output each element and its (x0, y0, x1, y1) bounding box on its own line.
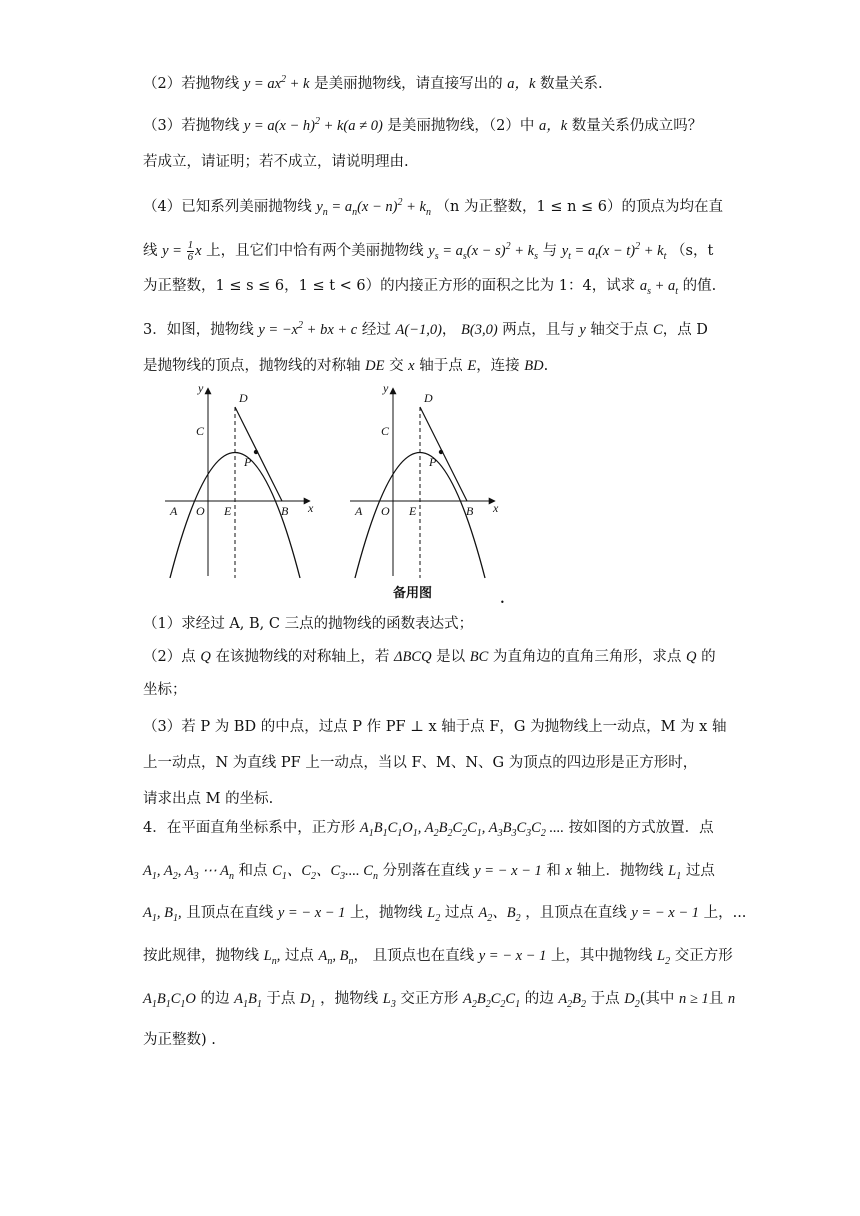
figure-caption: 备用图 (393, 586, 433, 601)
point-d1: $D_1$ (300, 991, 316, 1010)
q4-line2: $A_1$, $A_2$, $A_3$ ⋯ $A_n$ 和点 $C_1$、$C_2$、$C_3$.... $C_n$ 分别落在直线 y = − x − 1 和 x 轴上．抛物线 $L_1$ 过点 (143, 863, 715, 882)
label-q: Q (200, 649, 211, 665)
part-4-line2: 线 y = $\frac{1}{6}$ x 上，且它们中恰有两个美丽抛物线 $y_s = a_s(x - s)^2 + k_s$ 与 $y_t = a_t(x - t)^2 + k_t$ （s，t (143, 239, 714, 263)
formula-q3-parabola: $y = -x^2$ + bx + c (258, 320, 358, 338)
figure-backup (350, 381, 499, 578)
square-a1b1c1o: $A_1B_1C_1O$ (143, 991, 196, 1010)
part-3-line: （3）若抛物线 $y = a(x - h)^2 + k(a \ne 0)$ 是美丽抛物线，（2）中 a，k 数量关系仍成立吗？ (143, 116, 703, 134)
formula-series-parabola: $y_n = a_n(x - n)^2 + k_n$ (316, 197, 431, 218)
label-bc: BC (469, 649, 489, 665)
edge-a1b1: $A_1B_1$ (234, 991, 262, 1010)
label-ln: $L_n$, (263, 948, 281, 967)
q3-sub3-line1: （3）若 P 为 BD 的中点，过点 P 作 PF ⊥ x 轴于点 F，G 为抛物线上一动点，M 为 x 轴 (143, 719, 727, 735)
part-3-line2: 若成立，请证明；若不成立，请说明理由. (143, 154, 409, 170)
line-eq-1: y = − x − 1 (474, 863, 542, 879)
label-b-2: B (466, 504, 474, 518)
label-y: y (198, 381, 204, 395)
parabola-figures (160, 378, 520, 583)
formula-as-at: $a_s + a_t$ (639, 278, 679, 297)
label-q-2: Q (686, 649, 697, 665)
label-d: D (239, 391, 248, 405)
q4-line4: 按此规律，抛物线 $L_n$, 过点 $A_n$, $B_n$， 且顶点也在直线 y = − x − 1 上，其中抛物线 $L_2$ 交正方形 (143, 948, 733, 967)
label-e-2: E (409, 504, 417, 518)
formula-parabola-ax2k: $y = ax^2 + k$ (243, 74, 310, 92)
label-c: C (196, 424, 205, 438)
line-eq-3: y = − x − 1 (631, 905, 699, 921)
label-b: B (281, 504, 289, 518)
label-a: A (170, 504, 178, 518)
point-p (254, 450, 258, 454)
figure-main (165, 381, 314, 578)
points-c-list: $C_1$、$C_2$、$C_3$.... $C_n$ (272, 863, 378, 882)
label-p: P (244, 455, 252, 469)
q4-line6: 为正整数) . (143, 1032, 216, 1048)
square-a2b2c2c1: $A_2B_2C_2C_1$ (463, 991, 521, 1010)
label-c-2: C (381, 424, 390, 438)
label-a-2: A (355, 504, 363, 518)
label-y-2: y (383, 381, 389, 395)
formula-ys: $y_s = a_s(x - s)^2 + k_s$ (428, 241, 538, 262)
formula-line-x6: y = $\frac{1}{6}$ x (162, 239, 202, 263)
label-d-2: D (424, 391, 433, 405)
part-4-line1: （4）已知系列美丽抛物线 $y_n = a_n(x - n)^2 + k_n$ （n 为正整数，1 ≤ n ≤ 6）的顶点为均在直 (143, 197, 724, 218)
point-d2: $D_2$ (624, 991, 640, 1010)
label-l2: $L_2$ (427, 905, 441, 924)
label-n: n (727, 991, 736, 1007)
q4-line1: 4．在平面直角坐标系中，正方形 $A_1B_1C_1O_1$, $A_2B_2C_2C_1$, $A_3B_3C_3C_2$ .... 按如图的方式放置．点 (143, 820, 714, 839)
label-x-2: x (493, 501, 499, 515)
q3-sub2-line2: 坐标； (143, 682, 187, 698)
q3-sub1: （1）求经过 A, B, C 三点的抛物线的函数表达式； (143, 616, 474, 632)
part-2-line: （2）若抛物线 $y = ax^2 + k$ 是美丽抛物线，请直接写出的 a，k 数量关系. (143, 74, 603, 92)
label-x: x (308, 501, 314, 515)
q3-sub3-line3: 请求出点 M 的坐标. (143, 791, 274, 807)
formula-parabola-vertex: $y = a(x - h)^2 + k(a \ne 0)$ (243, 116, 383, 134)
q3-line2: 是抛物线的顶点，抛物线的对称轴 DE 交 x 轴于点 E，连接 BD. (143, 358, 549, 374)
q3-sub3-line2: 上一动点，N 为直线 PF 上一动点，当以 F、M、N、G 为顶点的四边形是正方形时， (143, 755, 698, 771)
line-eq-4: y = − x − 1 (478, 948, 547, 964)
label-o-2: O (381, 504, 390, 518)
q3-sub2-line1: （2）点 Q 在该抛物线的对称轴上，若 ΔBCQ 是以 BC 为直角边的直角三角形，求点 Q 的 (143, 649, 716, 665)
label-x-axis: x (565, 863, 572, 879)
part-4-line3: 为正整数，1 ≤ s ≤ 6，1 ≤ t < 6）的内接正方形的面积之比为 1：4，试求 $a_s + a_t$ 的值. (143, 278, 717, 297)
stray-mark: • (500, 598, 505, 607)
points-a2b2: $A_2$、$B_2$ (478, 905, 521, 924)
q3-line1: 3．如图，抛物线 $y = -x^2$ + bx + c 经过 A(−1,0)， B(3,0) 两点，且与 y 轴交于点 C，点 D (143, 320, 708, 338)
points-a-list: $A_1$, $A_2$, $A_3$ ⋯ $A_n$ (143, 863, 234, 882)
label-o: O (196, 504, 205, 518)
label-e: E (224, 504, 232, 518)
label-l1: $L_1$ (668, 863, 682, 882)
line-eq-2: y = − x − 1 (277, 905, 346, 921)
formula-yt: $y_t = a_t(x - t)^2 + k_t$ (561, 241, 667, 262)
points-anbn: $A_n$, $B_n$ (318, 948, 354, 967)
label-l3: $L_3$ (382, 991, 396, 1010)
q4-line3: $A_1$, $B_1$, 且顶点在直线 y = − x − 1 上，抛物线 $L_2$ 过点 $A_2$、$B_2$ ，且顶点在直线 y = − x − 1 上，... (143, 905, 747, 924)
label-p-2: P (429, 455, 437, 469)
triangle-bcq: ΔBCQ (394, 649, 432, 665)
label-l2b: $L_2$ (657, 948, 671, 967)
edge-a2b2: $A_2B_2$ (558, 991, 587, 1010)
points-a1b1: $A_1$, $B_1$, (143, 905, 182, 924)
q4-line5: $A_1B_1C_1O$ 的边 $A_1B_1$ 于点 $D_1$ ，抛物线 $L_3$ 交正方形 $A_2B_2C_2C_1$ 的边 $A_2B_2$ 于点 $D_2$(其中 n ≥ 1且 n (143, 991, 736, 1010)
squares-list: $A_1B_1C_1O_1$, $A_2B_2C_2C_1$, $A_3B_3C_3C_2$ .... (359, 820, 564, 839)
point-p-2 (439, 450, 443, 454)
cond-n: n ≥ 1 (679, 991, 709, 1007)
